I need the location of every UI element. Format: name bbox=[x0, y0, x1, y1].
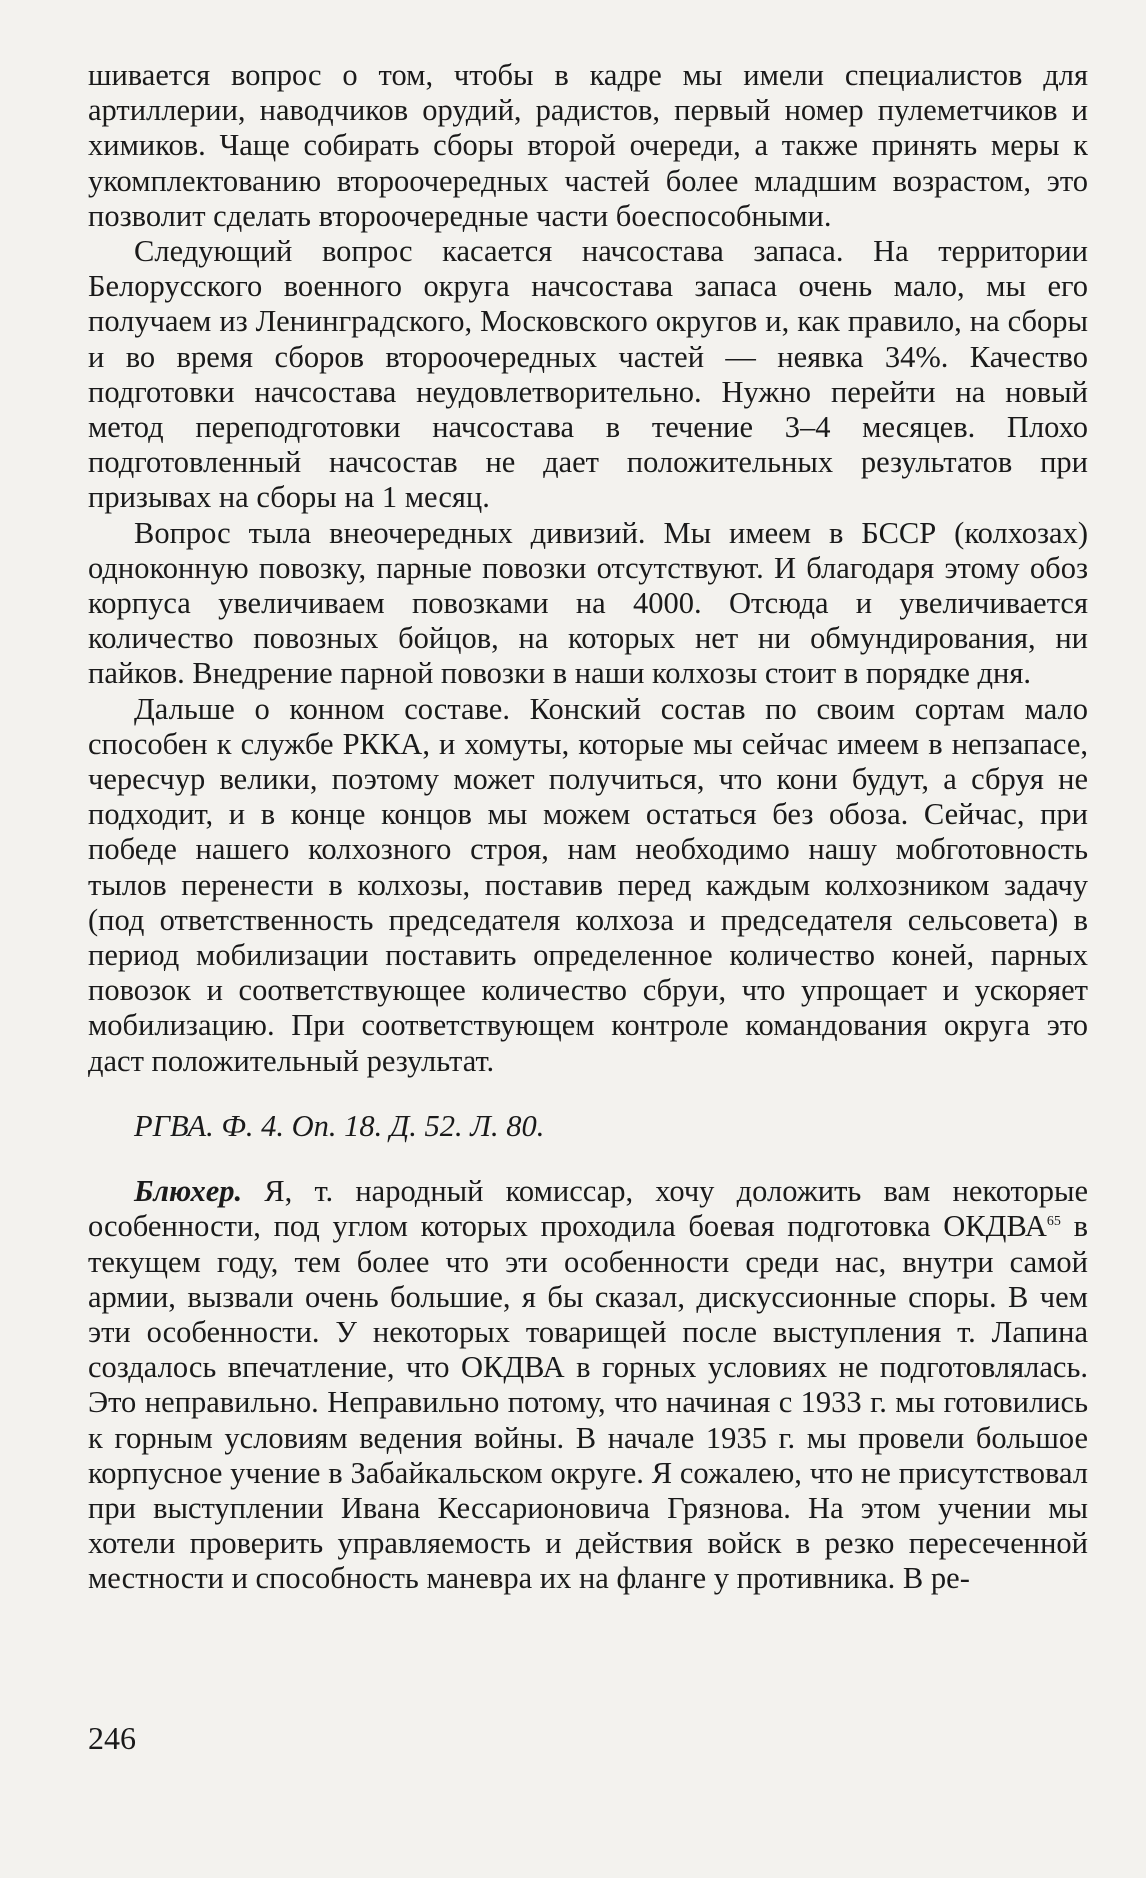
page-number: 246 bbox=[88, 1720, 136, 1756]
archive-source-reference: РГВА. Ф. 4. Оп. 18. Д. 52. Л. 80. bbox=[134, 1108, 545, 1143]
footnote-marker: 65 bbox=[1046, 1214, 1061, 1230]
paragraph-2: Следующий вопрос касается начсостава запаса. На территории Белорусского военного округа начсостава запаса очень мало, мы его получаем из Ленинградского, Московского округов и, как правило, на сборы и во время сборов второочередных частей — неявка 34%. Качество подготовки начсостава неудовлетворительно. Нужно перейти на новый метод переподготовки начсостава в течение 3–4 месяцев. Плохо подготовленный начсостав не дает положительных результатов при призывах на сборы на 1 месяц. bbox=[88, 234, 1088, 515]
paragraph-3: Вопрос тыла внеочередных дивизий. Мы имеем в БССР (колхозах) одноконную повозку, парные повозки отсутствуют. И благодаря этому обоз корпуса увеличиваем повозками на 4000. Отсюда и увеличивается количество повозных бойцов, на которых нет ни обмундирования, ни пайков. Внедрение парной повозки в наши колхозы стоит в порядке дня. bbox=[88, 515, 1088, 691]
speaker-name: Блюхер. bbox=[134, 1174, 243, 1209]
paragraph-5-text-b: в текущем году, тем более что эти особенности среди нас, внутри самой армии, вызвали очень большие, я бы сказал, дискуссионные споры. В чем эти особенности. У некоторых товарищей после выступления т. Лапина создалось впечатление, что ОКДВА в горных условиях не подготовлялась. Это неправильно. Неправильно потому, что начиная с 1933 г. мы готовились к горным условиям ведения войны. В начале 1935 г. мы провели большое корпусное учение в Забайкальском округе. Я сожалею, что не присутствовал при выступлении Ивана Кессарионовича Грязнова. На этом учении мы хотели проверить управляемость и действия войск в резко пересеченной местности и способность маневра их на фланге у противника. В ре- bbox=[88, 1209, 1088, 1596]
paragraph-5-text-a: Я, т. народный комиссар, хочу доложить вам некоторые особенности, под углом которых проходила боевая подготовка ОКДВА bbox=[88, 1174, 1088, 1244]
paragraph-1: шивается вопрос о том, чтобы в кадре мы имели специалистов для артиллерии, наводчиков орудий, радистов, первый номер пулеметчиков и химиков. Чаще собирать сборы второй очереди, а также принять меры к укомплектованию второочередных частей более младшим возрастом, это позволит сделать второочередные части боеспособными. bbox=[88, 58, 1088, 233]
paragraph-4: Дальше о конном составе. Конский состав по своим сортам мало способен к службе РККА, и хомуты, которые мы сейчас имеем в непзапасе, чересчур велики, поэтому может получиться, что кони будут, а сбруя не подходит, и в конце концов мы можем остаться без обоза. Сейчас, при победе нашего колхозного строя, нам необходимо нашу мобготовность тылов перенести в колхозы, поставив перед каждым колхозником задачу (под ответственность председателя колхоза и председателя сельсовета) в период мобилизации поставить определенное количество коней, парных повозок и соответствующее количество сбруи, что упрощает и ускоряет мобилизацию. При соответствующем контроле командования округа это даст положительный результат. bbox=[88, 691, 1088, 1078]
page-body bbox=[88, 58, 1088, 1597]
paragraph-5 bbox=[88, 1174, 1088, 1596]
